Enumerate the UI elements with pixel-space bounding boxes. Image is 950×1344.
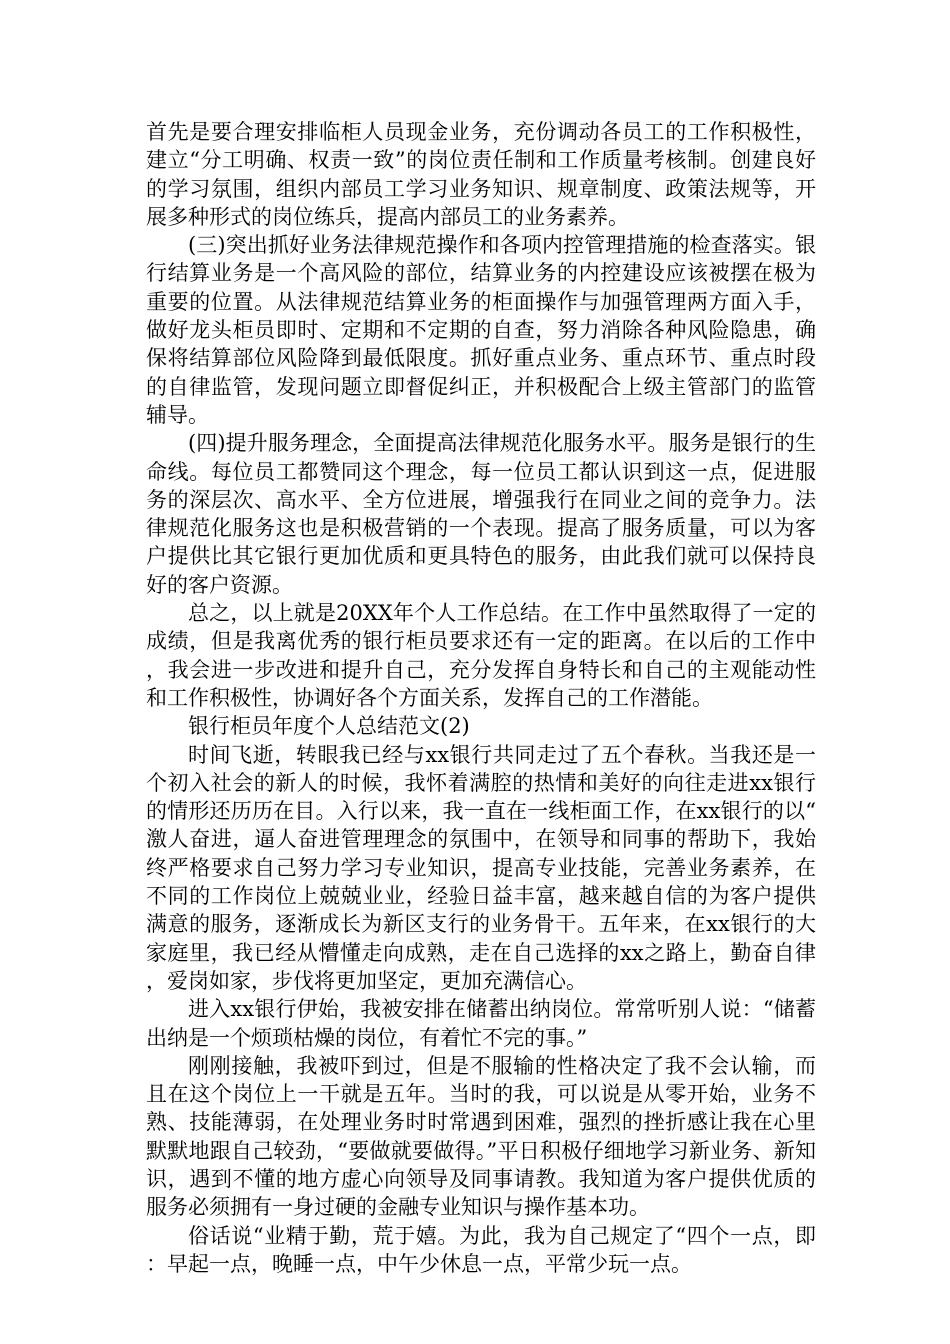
paragraph-3: (四)提升服务理念，全面提高法律规范化服务水平。服务是银行的生命线。每位员工都赞同这个理念，每一位员工都认识到这一点，促进服务的深层次、高水平、全方位进展，增强我行在同业之间的竞争力。法律规范化服务这也是积极营销的一个表现。提高了服务质量，可以为客户提供比其它银行更加优质和更具特色的服务，由此我们就可以保持良好的客户资源。 [146, 431, 816, 597]
paragraph-4: 总之，以上就是20XX年个人工作总结。在工作中虽然取得了一定的成绩，但是我离优秀的银行柜员要求还有一定的距离。在以后的工作中，我会进一步改进和提升自己，充分发挥自身特长和自己的主观能动性和工作积极性，协调好各个方面关系，发挥自己的工作潜能。 [146, 601, 816, 710]
paragraph-7: 刚刚接触，我被吓到过，但是不服输的性格决定了我不会认输，而且在这个岗位上一干就是五年。当时的我，可以说是从零开始，业务不熟、技能薄弱，在处理业务时时常遇到困难，强烈的挫折感让我在心里默默地跟自己较劲，“要做就要做得。”平日积极仔细地学习新业务、新知识，遇到不懂的地方虚心向领导及同事请教。我知道为客户提供优质的服务必须拥有一身过硬的金融专业知识与操作基本功。 [146, 1053, 816, 1220]
paragraph-8: 俗话说“业精于勤，荒于嬉。为此，我为自己规定了“四个一点，即：早起一点，晚睡一点，中午少休息一点，平常少玩一点。 [146, 1223, 816, 1276]
section-heading: 银行柜员年度个人总结范文(2) [188, 714, 470, 739]
document-body [146, 118, 816, 1278]
paragraph-5: 时间飞逝，转眼我已经与xx银行共同走过了五个春秋。当我还是一个初入社会的新人的时候，我怀着满腔的热情和美好的向往走进xx银行的情形还历历在目。入行以来，我一直在一线柜面工作，在xx银行的以“激人奋进，逼人奋进管理理念的氛围中，在领导和同事的帮助下，我始终严格要求自己努力学习专业知识，提高专业技能，完善业务素养，在不同的工作岗位上兢兢业业，经验日益丰富，越来越自信的为客户提供满意的服务，逐渐成长为新区支行的业务骨干。五年来，在xx银行的大家庭里，我已经从懵懂走向成熟，走在自己选择的xx之路上，勤奋自律，爱岗如家，步伐将更加坚定，更加充满信心。 [146, 742, 816, 993]
paragraph-2: (三)突出抓好业务法律规范操作和各项内控管理措施的检查落实。银行结算业务是一个高风险的部位，结算业务的内控建设应该被摆在极为重要的位置。从法律规范结算业务的柜面操作与加强管理两方面入手，做好龙头柜员即时、定期和不定期的自查，努力消除各种风险隐患，确保将结算部位风险降到最低限度。抓好重点业务、重点环节、重点时段的自律监管，发现问题立即督促纠正，并积极配合上级主管部门的监管辅导。 [146, 233, 816, 427]
paragraph-1: 首先是要合理安排临柜人员现金业务，充份调动各员工的工作积极性，建立“分工明确、权责一致”的岗位责任制和工作质量考核制。创建良好的学习氛围，组织内部员工学习业务知识、规章制度、政策法规等，开展多种形式的岗位练兵，提高内部员工的业务素养。 [146, 120, 816, 229]
paragraph-6: 进入xx银行伊始，我被安排在储蓄出纳岗位。常常听别人说：“储蓄出纳是一个烦琐枯燥的岗位，有着忙不完的事。” [146, 997, 816, 1050]
